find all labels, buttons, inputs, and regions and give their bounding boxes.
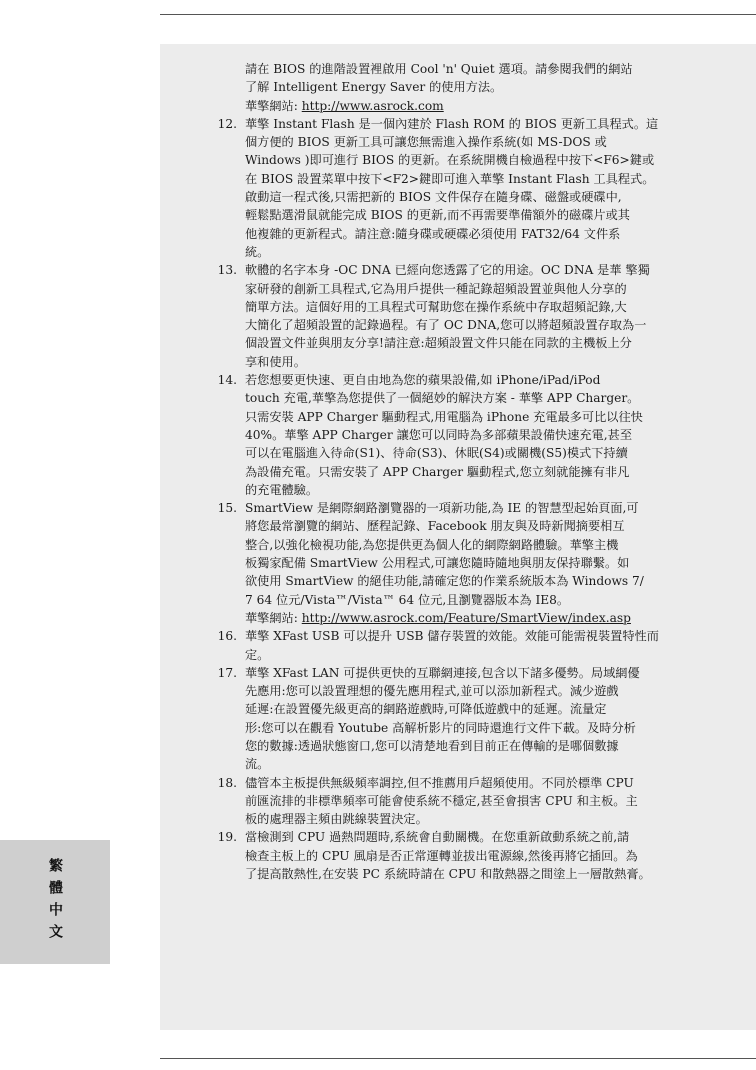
text-line: 為設備充電。只需安裝了 APP Charger 驅動程式,您立刻就能擁有非凡 [245,464,630,479]
item-body [245,828,735,883]
text-line: 了解 Intelligent Energy Saver 的使用方法。 [245,80,503,95]
text-line: 輕鬆點選滑鼠就能完成 BIOS 的更新,而不再需要準備額外的磁碟片或其 [245,208,630,223]
text-line: 華擎 Instant Flash 是一個內建於 Flash ROM 的 BIOS 更新工具程式。這 [245,116,659,131]
intro-paragraph [245,60,735,115]
item-body [245,627,735,664]
item-body [245,371,735,499]
text-line: 統。 [245,244,270,259]
content-panel [160,44,756,1030]
text-line: 華擎 XFast USB 可以提升 USB 儲存裝置的效能。效能可能需視裝置特性而 [245,629,659,644]
list-item-12 [190,115,735,261]
text-line: 享和使用。 [245,354,306,369]
top-rule [160,14,756,15]
item-body [245,664,735,774]
item-number: 15. [217,501,237,516]
text-line: 只需安裝 APP Charger 驅動程式,用電腦為 iPhone 充電最多可比以往快 [245,409,643,424]
item-number: 17. [217,665,237,680]
text-line: 整合,以強化檢視功能,為您提供更為個人化的網際網路體驗。華擎主機 [245,537,619,552]
site-prefix: 華擎網站: [245,98,302,113]
text-line: 的充電體驗。 [245,482,319,497]
site-line [245,97,735,115]
text-line: 40%。華擎 APP Charger 讓您可以同時為多部蘋果設備快速充電,甚至 [245,427,633,442]
item-number: 12. [217,116,237,131]
list-item-19 [190,828,735,883]
text-line: 形:您可以在觀看 Youtube 高解析影片的同時還進行文件下載。及時分析 [245,720,636,735]
text-line: 大簡化了超頻設置的記錄過程。有了 OC DNA,您可以將超頻設置存取為一 [245,318,647,333]
text-line: Windows )即可進行 BIOS 的更新。在系統開機自檢過程中按下<F6>鍵或 [245,153,655,168]
text-line: 7 64 位元/Vista™/Vista™ 64 位元,且瀏覽器版本為 IE8。 [245,592,570,607]
language-label: 繁體中文 [47,858,63,946]
list-item-14 [190,371,735,499]
text-line: 檢查主板上的 CPU 風扇是否正常運轉並拔出電源線,然後再將它插回。為 [245,848,638,863]
text-line: 他複雜的更新程式。請注意:隨身碟或硬碟必須使用 FAT32/64 文件系 [245,226,621,241]
item-number: 13. [217,263,237,278]
text-line: 板的處理器主頻由跳線裝置決定。 [245,812,428,827]
text-line: 在 BIOS 設置菜單中按下<F2>鍵即可進入華擎 Instant Flash 工具程式。 [245,171,655,186]
content-body [190,60,735,883]
list-item-15 [190,499,735,627]
list-item-13 [190,261,735,371]
text-line: 家研發的創新工具程式,它為用戶提供一種記錄超頻設置並與他人分享的 [245,281,627,296]
text-line: 儘管本主板提供無級頻率調控,但不推薦用戶超頻使用。不同於標準 CPU [245,775,634,790]
item-number: 16. [217,629,237,644]
text-line: 板獨家配備 SmartView 公用程式,可讓您隨時隨地與朋友保持聯繫。如 [245,556,630,571]
item-body [245,115,735,261]
list-item-17 [190,664,735,774]
language-side-tab [0,840,110,964]
text-line: 前匯流排的非標準頻率可能會使系統不穩定,甚至會損害 CPU 和主板。主 [245,793,638,808]
text-line: 先應用:您可以設置理想的優先應用程式,並可以添加新程式。減少遊戲 [245,684,619,699]
text-line: 欲使用 SmartView 的絕佳功能,請確定您的作業系統版本為 Windows 7/ [245,574,644,589]
text-line: 延遲:在設置優先級更高的網路遊戲時,可降低遊戲中的延遲。流量定 [245,702,607,717]
site-prefix: 華擎網站: [245,610,302,625]
list-item-16 [190,627,735,664]
item-number: 14. [217,373,237,388]
text-line: 了提高散熱性,在安裝 PC 系統時請在 CPU 和散熱器之間塗上一層散熱膏。 [245,867,651,882]
item-body [245,499,735,627]
item-body [245,774,735,829]
text-line: 簡單方法。這個好用的工具程式可幫助您在操作系統中存取超頻記錄,大 [245,299,627,314]
text-line: 當檢測到 CPU 過熱問題時,系統會自動關機。在您重新啟動系統之前,請 [245,830,630,845]
text-line: 您的數據:透過狀態窗口,您可以清楚地看到目前正在傳輸的是哪個數據 [245,738,619,753]
smartview-link[interactable]: http://www.asrock.com/Feature/SmartView/index.asp [301,610,631,625]
text-line: 若您想要更快速、更自由地為您的蘋果設備,如 iPhone/iPad/iPod [245,373,601,388]
text-line: SmartView 是網際網路瀏覽器的一項新功能,為 IE 的智慧型起始頁面,可 [245,501,639,516]
list-item-18 [190,774,735,829]
item-body [245,261,735,371]
text-line: 流。 [245,757,270,772]
text-line: 個設置文件並與朋友分享!請注意:超頻設置文件只能在同款的主機板上分 [245,336,632,351]
item-number: 19. [217,830,237,845]
text-line: 可以在電腦進入待命(S1)、待命(S3)、休眠(S4)或關機(S5)模式下持續 [245,446,628,461]
site-line [245,609,735,627]
text-line: 將您最常瀏覽的網站、歷程記錄、Facebook 朋友與及時新聞摘要相互 [245,519,625,534]
text-line: 定。 [245,647,270,662]
item-number: 18. [217,775,237,790]
text-line: 請在 BIOS 的進階設置裡啟用 Cool 'n' Quiet 選項。請參閱我們的網站 [245,62,633,76]
asrock-link[interactable]: http://www.asrock.com [301,98,444,113]
text-line: 軟體的名字本身 -OC DNA 已經向您透露了它的用途。OC DNA 是華 擎獨 [245,263,650,278]
bottom-rule [160,1058,756,1059]
text-line: 華擎 XFast LAN 可提供更快的互聯網連接,包含以下諸多優勢。局域網優 [245,665,640,680]
text-line: touch 充電,華擎為您提供了一個絕妙的解決方案 - 華擎 APP Charger。 [245,391,640,406]
text-line: 啟動這一程式後,只需把新的 BIOS 文件保存在隨身碟、磁盤或硬碟中, [245,190,622,205]
text-line: 個方便的 BIOS 更新工具可讓您無需進入操作系統(如 MS-DOS 或 [245,135,607,150]
